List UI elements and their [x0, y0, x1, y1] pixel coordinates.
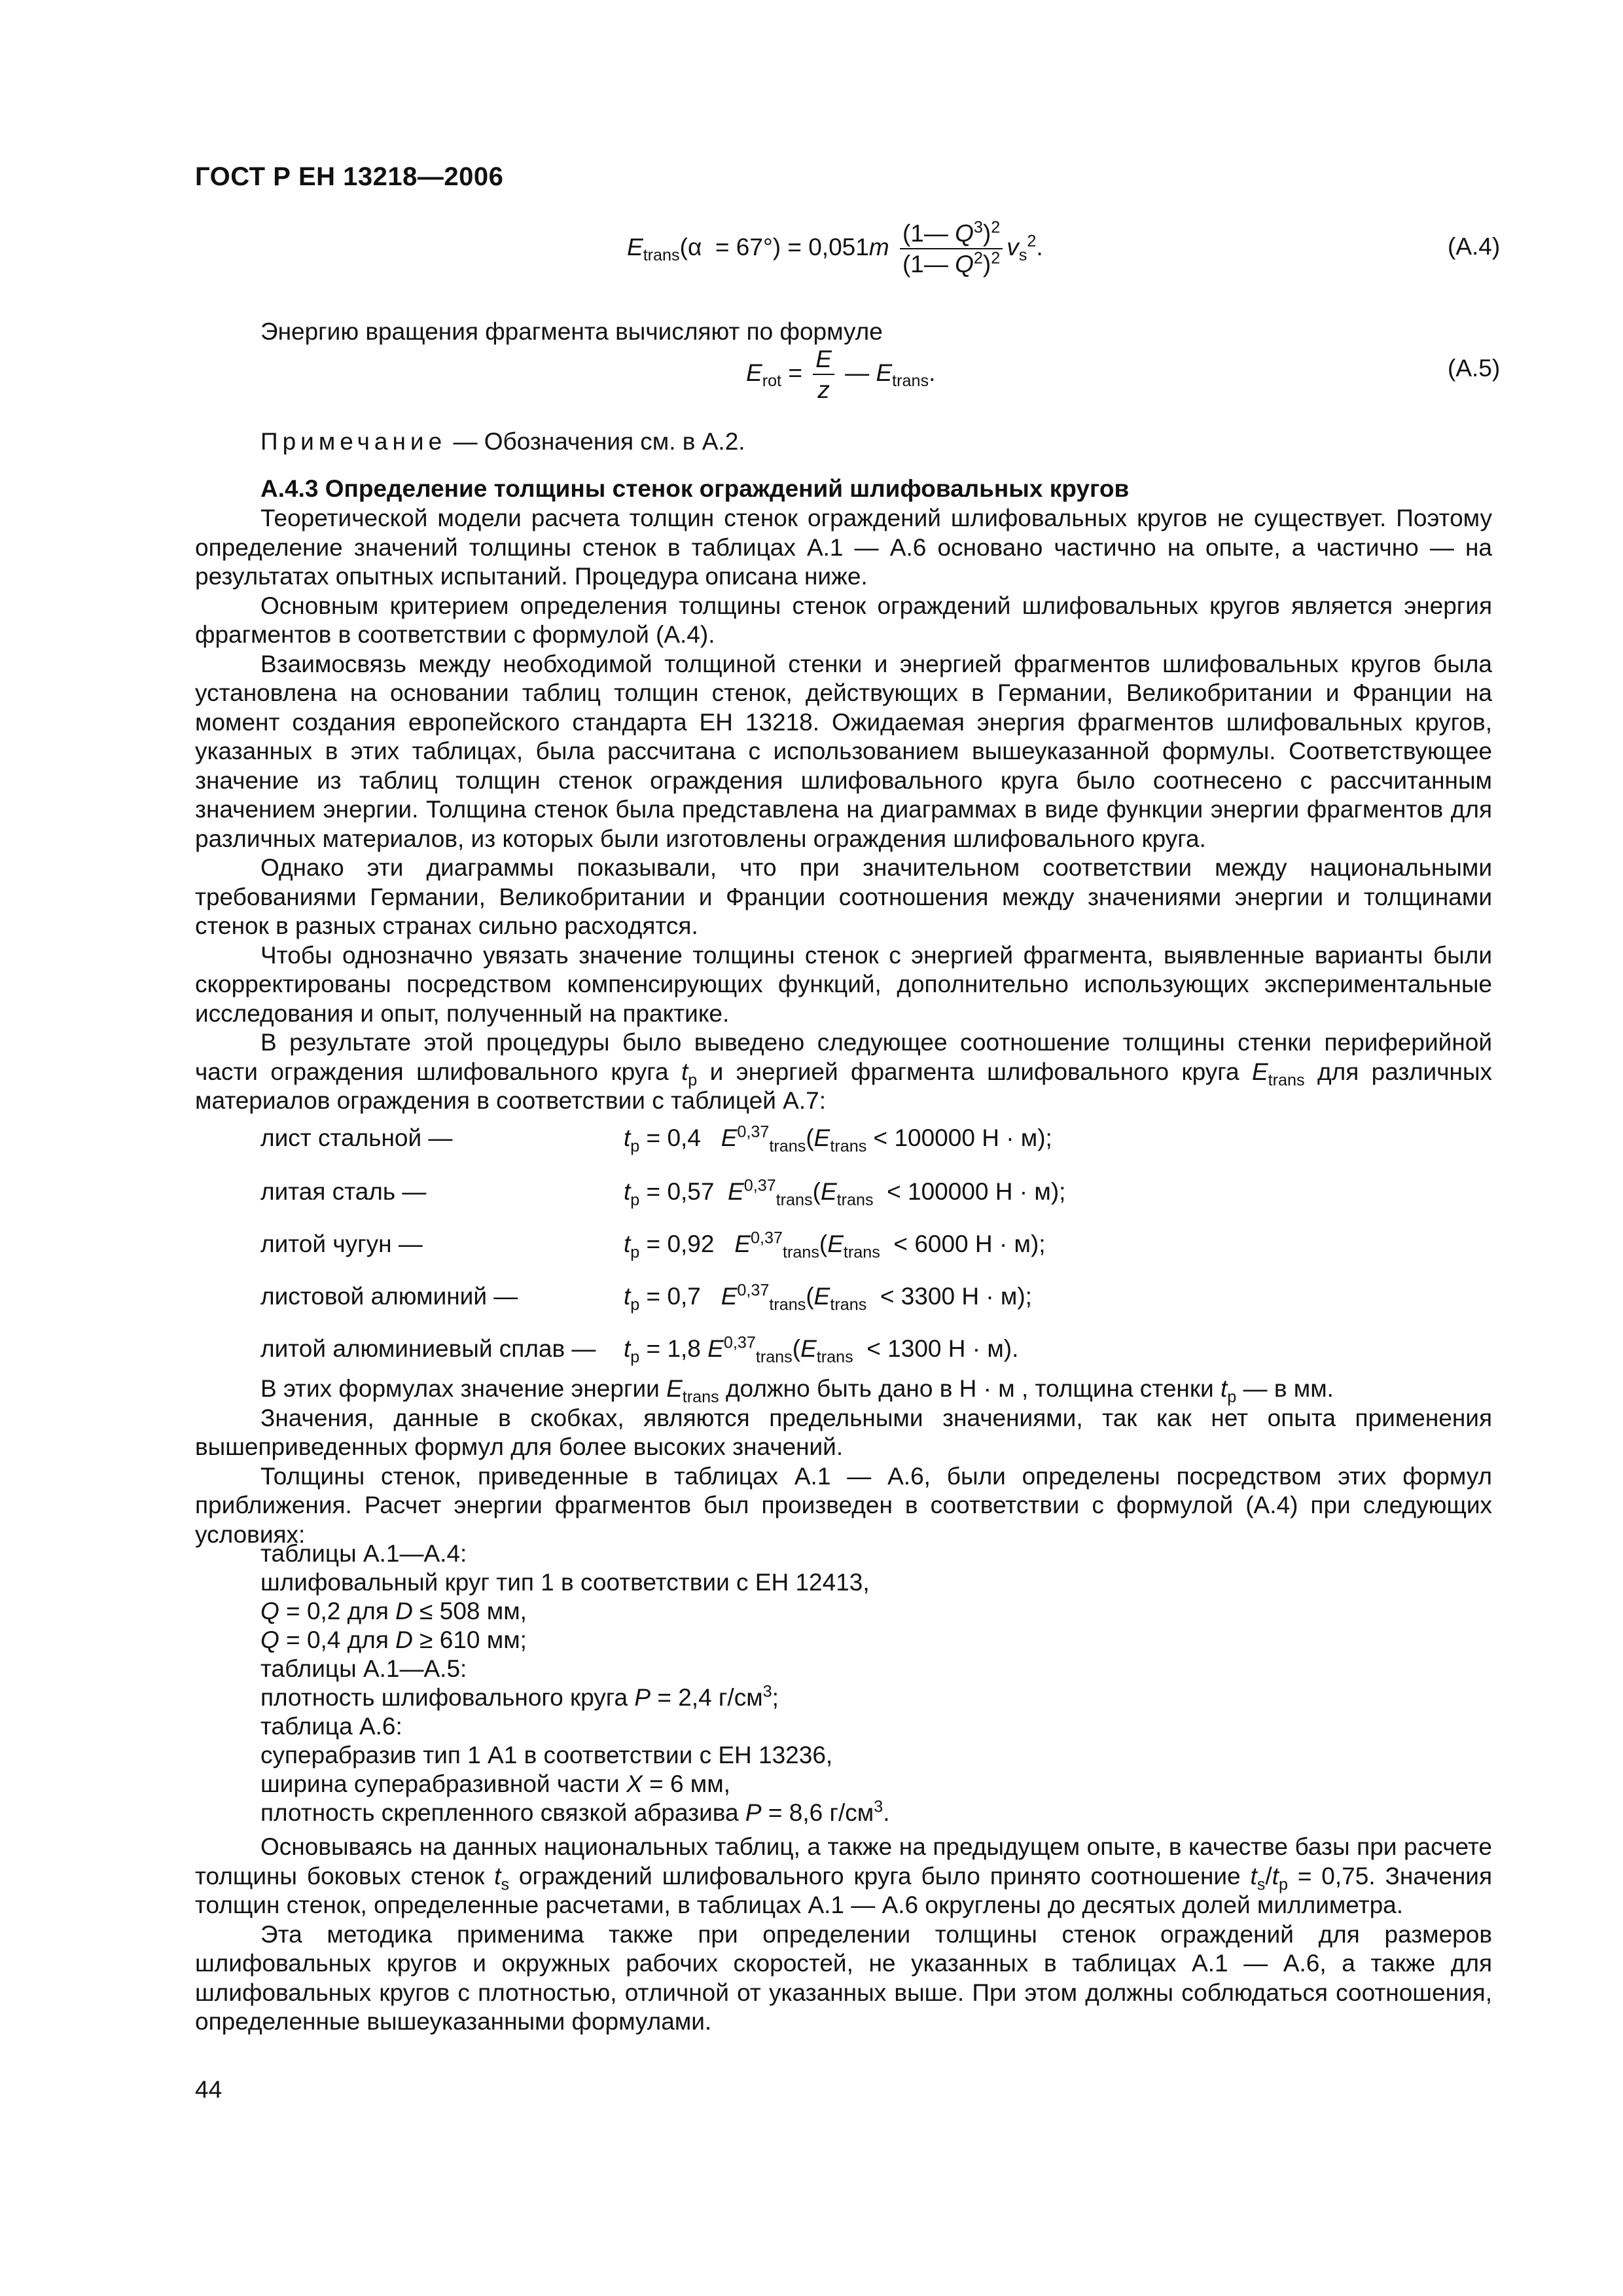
material-name: литая сталь —	[260, 1178, 427, 1205]
text-block-1	[195, 504, 1492, 1116]
condition-line: Q = 0,2 для D ≤ 508 мм,	[260, 1598, 527, 1624]
page-header: ГОСТ Р ЕН 13218—2006	[195, 162, 504, 191]
condition-line: таблицы А.1—А.4:	[260, 1540, 467, 1567]
equation-a5: $E_{rot}$ = $\frac{E}{z}$ — $E_{trans}$.	[746, 346, 936, 403]
material-name: литой алюминиевый сплав —	[260, 1335, 596, 1362]
paragraph-5: Чтобы однозначно увязать значение толщины стенок с энергией фрагмента, выявленные варианты были скорректированы посредством компенсирующих функций, дополнительно использующих экспериментальные исследования и опыт, полученный на практике.	[195, 941, 1492, 1027]
paragraph-6: В результате этой процедуры было выведено следующее соотношение толщины стенки периферийной части ограждения шлифовального круга $t_p$ и энергией фрагмента шлифовального круга $E_{trans}$ для различных материалов ограждения в соответствии с таблицей А.7:	[195, 1029, 1492, 1114]
condition-line: Q = 0,4 для D ≥ 610 мм;	[260, 1626, 527, 1653]
material-formula: $t_p = 0,92$ $E^{0,37}_{trans}(E_{trans} < 6000$ Н · м);	[624, 1229, 1046, 1262]
material-formula: $t_p = 0,7$ $E^{0,37}_{trans}(E_{trans} < 3300$ Н · м);	[624, 1281, 1032, 1314]
material-formula: $t_p = 0,57$ $E^{0,37}_{trans}(E_{trans} < 100000$ Н · м);	[624, 1176, 1066, 1210]
condition-line: ширина суперабразивной части X = 6 мм,	[260, 1770, 730, 1797]
paragraph-8: Значения, данные в скобках, являются предельными значениями, так как нет опыта применения вышеприведенных формул для более высоких значений.	[195, 1404, 1492, 1460]
material-name: лист стальной —	[260, 1124, 453, 1151]
condition-line: плотность скрепленного связкой абразива P = 8,6 $г/см^3$.	[260, 1797, 890, 1826]
equation-a4-number: (А.4)	[1448, 233, 1501, 260]
note-label: Примечание	[260, 428, 447, 455]
text-block-3	[195, 1833, 1492, 2037]
paragraph-1: Теоретической модели расчета толщин стенок ограждений шлифовальных кругов не существует. Поэтому определение значений толщины стенок в таблицах А.1 — А.6 основано частично на опыте, а частично — на результатах опытных испытаний. Процедура описана ниже.	[195, 505, 1492, 590]
condition-line: таблица А.6:	[260, 1713, 402, 1740]
material-name: листовой алюминий —	[260, 1283, 518, 1310]
paragraph-10: Основываясь на данных национальных таблиц, а также на предыдущем опыте, в качестве базы при расчете толщины боковых стенок $t_s$ ограждений шлифовального круга было принято соотношение $t_s/t_p = 0,75$. Значения толщин стенок, определенные расчетами, в таблицах А.1 — А.6 округлены до десятых долей миллиметра.	[195, 1833, 1493, 1918]
condition-line: таблицы А.1—А.5:	[260, 1655, 467, 1682]
paragraph-7: В этих формулах значение энергии $E_{trans}$ должно быть дано в Н · м , толщина стенки $t_p$ — в мм.	[260, 1375, 1334, 1407]
paragraph-3: Взаимосвязь между необходимой толщиной стенки и энергией фрагментов шлифовальных кругов была установлена на основании таблиц толщин стенок, действующих в Германии, Великобритании и Франции на момент создания европейского стандарта ЕН 13218. Ожидаемая энергия фрагментов шлифовальных кругов, указанных в этих таблицах, была рассчитана с использованием вышеуказанной формулы. Соответствующее значение из таблиц толщин стенок ограждения шлифовального круга было соотнесено с рассчитанным значением энергии. Толщина стенок была представлена на диаграммах в виде функции энергии фрагментов для различных материалов, из которых были изготовлены ограждения шлифовального круга.	[195, 650, 1492, 852]
conditions-list	[260, 1539, 889, 1827]
equation-a5-number: (А.5)	[1448, 355, 1501, 382]
paragraph-9: Толщины стенок, приведенные в таблицах А.1 — А.6, были определены посредством этих формул приближения. Расчет энергии фрагментов был произведен в соответствии с формулой (А.4) при следующих условиях:	[195, 1462, 1492, 1548]
page-number: 44	[195, 2076, 223, 2103]
note	[260, 427, 745, 457]
condition-line: шлифовальный круг тип 1 в соответствии с ЕН 12413,	[260, 1569, 870, 1596]
section-title: А.4.3 Определение толщины стенок ограждений шлифовальных кругов	[260, 475, 1130, 502]
condition-line: суперабразив тип 1 А1 в соответствии с ЕН 13236,	[260, 1742, 833, 1768]
material-name: литой чугун —	[260, 1230, 423, 1257]
note-text: — Обозначения см. в А.2.	[446, 428, 745, 455]
material-formula: $t_p = 1,8$ $E^{0,37}_{trans}(E_{trans} < 1300$ Н · м).	[624, 1333, 1019, 1367]
equation-a4: $E_{trans}(\alpha = 67^\circ) = 0,051m$ $\frac{(1— Q^3)^2}{(1— Q^2)^2}$ $v_s^2$.	[627, 218, 1043, 278]
material-formula: $t_p = 0,4$ $E^{0,37}_{trans}(E_{trans} < 100000$ Н · м);	[624, 1122, 1052, 1156]
text-block-2	[195, 1374, 1492, 1549]
paragraph-2: Основным критерием определения толщины стенок ограждений шлифовальных кругов является энергия фрагментов в соответствии с формулой (А.4).	[195, 592, 1492, 648]
rotation-intro: Энергию вращения фрагмента вычисляют по формуле	[260, 318, 883, 345]
paragraph-4: Однако эти диаграммы показывали, что при значительном соответствии между национальными требованиями Германии, Великобритании и Франции соотношения между значениями энергии и толщинами стенок в разных странах сильно расходятся.	[195, 854, 1492, 939]
condition-line: плотность шлифовального круга P = 2,4 $г/см^3$;	[260, 1682, 779, 1711]
paragraph-11: Эта методика применима также при определении толщины стенок ограждений для размеров шлифовальных кругов и окружных рабочих скоростей, не указанных в таблицах А.1 — А.6, а также для шлифовальных кругов с плотностью, отличной от указанных выше. При этом должны соблюдаться соотношения, определенные вышеуказанными формулами.	[195, 1920, 1492, 2035]
